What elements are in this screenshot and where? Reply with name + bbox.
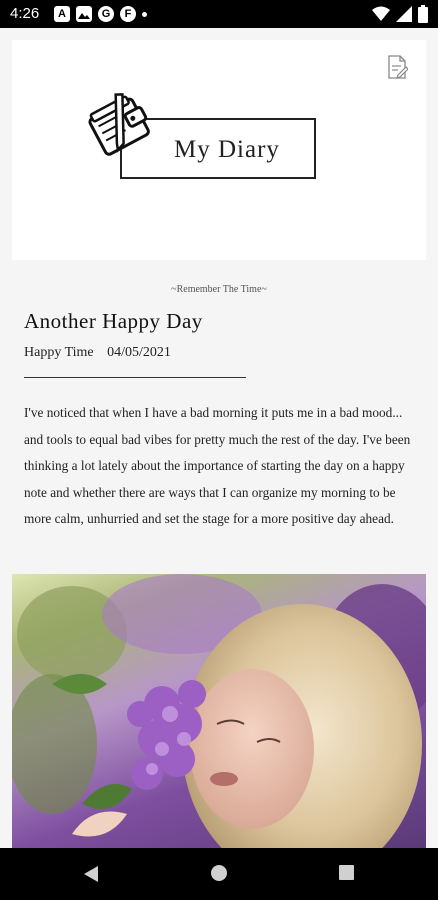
notification-icons: [54, 6, 147, 22]
wifi-icon: [372, 6, 390, 22]
back-icon[interactable]: [82, 864, 100, 884]
post-meta: [24, 345, 171, 361]
tagline: ~Remember The Time~: [171, 284, 267, 295]
recents-icon[interactable]: [338, 864, 355, 881]
document-icon[interactable]: [386, 55, 408, 79]
post-date: 04/05/2021: [107, 345, 171, 360]
battery-icon: [418, 5, 428, 23]
a-badge-icon: A: [54, 6, 70, 22]
post-body: I've noticed that when I have a bad morning it puts me in a bad mood... and tools to equal bad vibes for pretty much the rest of the day. I've been thinking a lot lately about the importance of starting the day on a happy note and whether there are ways that I can organize my morning to be more calm, unhurried and set the stage for a more positive day ahead.: [24, 405, 411, 527]
diary-header: [12, 40, 426, 260]
status-time: 4:26: [10, 5, 40, 22]
divider: [24, 377, 246, 378]
signal-icon: [396, 6, 412, 22]
more-notifications-icon: [142, 12, 147, 17]
post-category: Happy Time: [24, 345, 94, 360]
post-title: Another Happy Day: [24, 309, 203, 333]
photo-illustration: [12, 574, 426, 848]
status-bar: [0, 0, 438, 28]
google-icon: G: [98, 6, 114, 22]
navigation-bar: [0, 848, 438, 900]
photos-icon: [76, 6, 92, 22]
home-icon[interactable]: [210, 864, 228, 882]
wallet-notebook-icon: [84, 86, 156, 156]
f-circle-icon: F: [120, 6, 136, 22]
woman-smelling-lilac-flowers-photo: [12, 574, 426, 848]
app-title: My Diary: [174, 136, 280, 163]
system-icons: [372, 5, 428, 23]
